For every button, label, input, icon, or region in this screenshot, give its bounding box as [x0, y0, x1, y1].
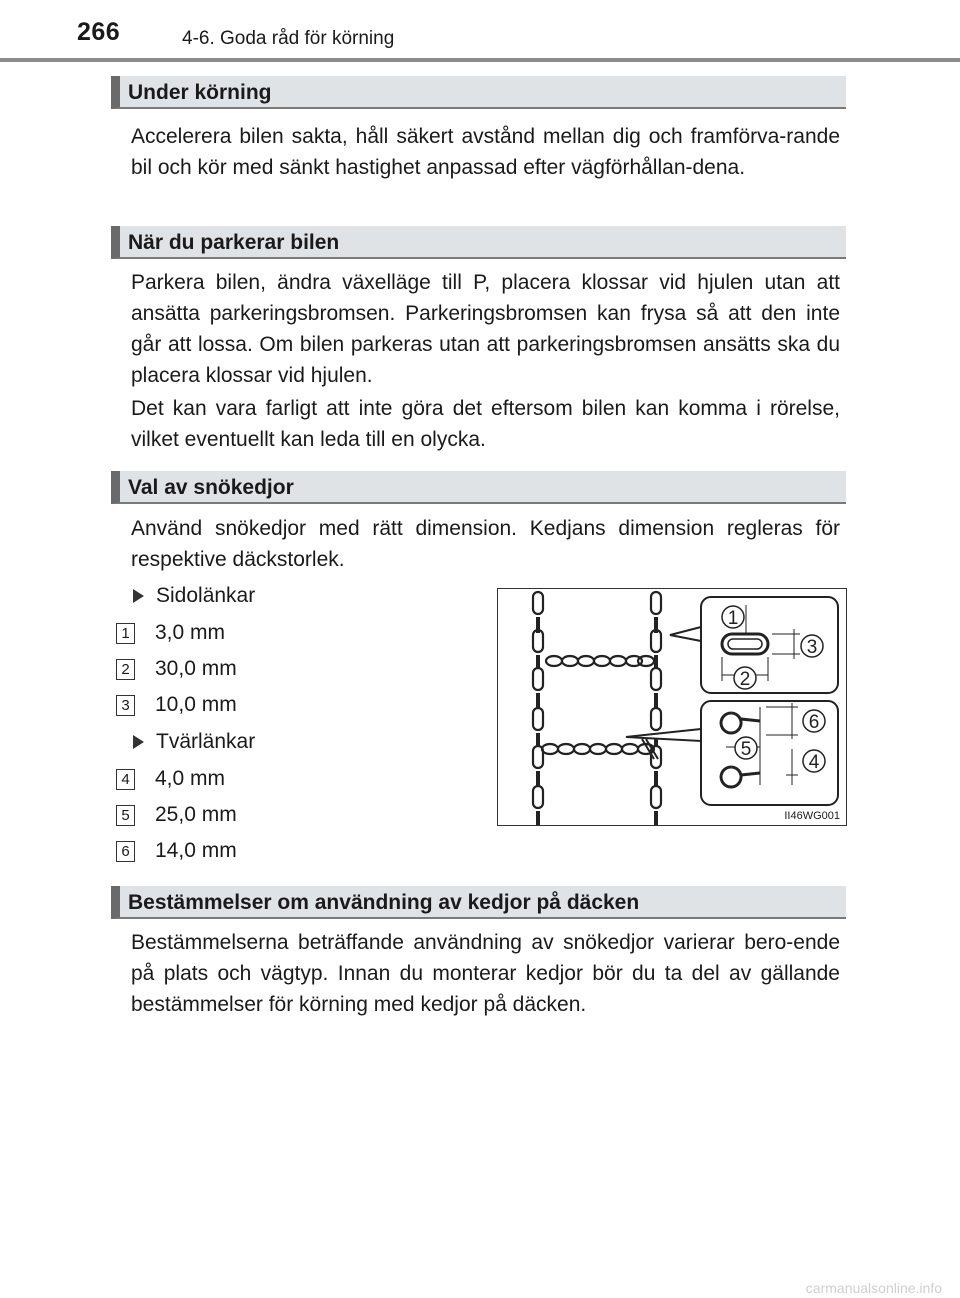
snow-chain-illustration: [498, 589, 846, 825]
group-title-tvarlankar: Tvärlänkar: [133, 727, 255, 757]
cross-link-detail: [626, 701, 838, 805]
header-divider: [0, 58, 960, 62]
paragraph: Det kan vara farligt att inte göra det eftersom bilen kan komma i rörelse, vilket eventuellt kan leda till en olycka.: [131, 397, 840, 451]
list-item: 5 25,0 mm: [116, 800, 237, 830]
number-badge: 5: [116, 805, 135, 826]
list-item: 6 14,0 mm: [116, 836, 237, 866]
page-number: 266: [77, 18, 121, 46]
figure-code: II46WG001: [784, 810, 840, 822]
chapter-title: 4-6. Goda råd för körning: [182, 28, 395, 49]
triangle-bullet-icon: [133, 735, 144, 749]
side-chain-right: [651, 592, 661, 825]
paragraph: Bestämmelserna beträffande användning av snökedjor varierar bero-ende på plats och vägtyp. Innan du monterar kedjor bör du ta del av gällande bestämmelser för körning med kedjor på däcken.: [131, 931, 840, 1016]
paragraph: Parkera bilen, ändra växelläge till P, placera klossar vid hjulen utan att ansätta parkeringsbromsen. Parkeringsbromsen kan frysa så att den inte går att lossa. Om bilen parkeras utan att parkeringsbromsen ansätts ska du placera klossar vid hjulen.: [131, 271, 840, 387]
cross-chain-lower: [542, 739, 658, 759]
section-heading-parkering: När du parkerar bilen: [111, 226, 846, 259]
number-badge: 6: [116, 841, 135, 862]
section-heading-bestammelser: Bestämmelser om användning av kedjor på däcken: [111, 886, 846, 919]
side-link-detail: [670, 597, 838, 693]
section-heading-snokedjor: Val av snökedjor: [111, 471, 846, 504]
watermark: carmanualsonline.info: [805, 1280, 942, 1296]
triangle-bullet-icon: [133, 589, 144, 603]
section-heading-under-korning: Under körning: [111, 76, 846, 109]
cross-chain-upper: [546, 656, 654, 666]
list-item: 1 3,0 mm: [116, 618, 225, 648]
list-item: 3 10,0 mm: [116, 690, 237, 720]
callout-4: 4: [808, 752, 820, 773]
callout-6: 6: [808, 712, 820, 733]
list-item: 4 4,0 mm: [116, 764, 225, 794]
number-badge: 4: [116, 769, 135, 790]
callout-5: 5: [740, 739, 752, 760]
callout-3: 3: [806, 637, 818, 658]
number-badge: 3: [116, 695, 135, 716]
group-title-sidolankar: Sidolänkar: [133, 581, 255, 611]
list-item: 2 30,0 mm: [116, 654, 237, 684]
paragraph: Använd snökedjor med rätt dimension. Kedjans dimension regleras för respektive däckstorlek.: [131, 517, 840, 571]
callout-1: 1: [727, 608, 739, 629]
number-badge: 1: [116, 623, 135, 644]
number-badge: 2: [116, 659, 135, 680]
side-chain-left: [533, 592, 543, 825]
callout-2: 2: [739, 669, 751, 690]
paragraph: Accelerera bilen sakta, håll säkert avstånd mellan dig och framförva-rande bil och kör med sänkt hastighet anpassad efter vägförhållan-dena.: [131, 125, 840, 179]
snow-chain-figure: [497, 588, 847, 826]
